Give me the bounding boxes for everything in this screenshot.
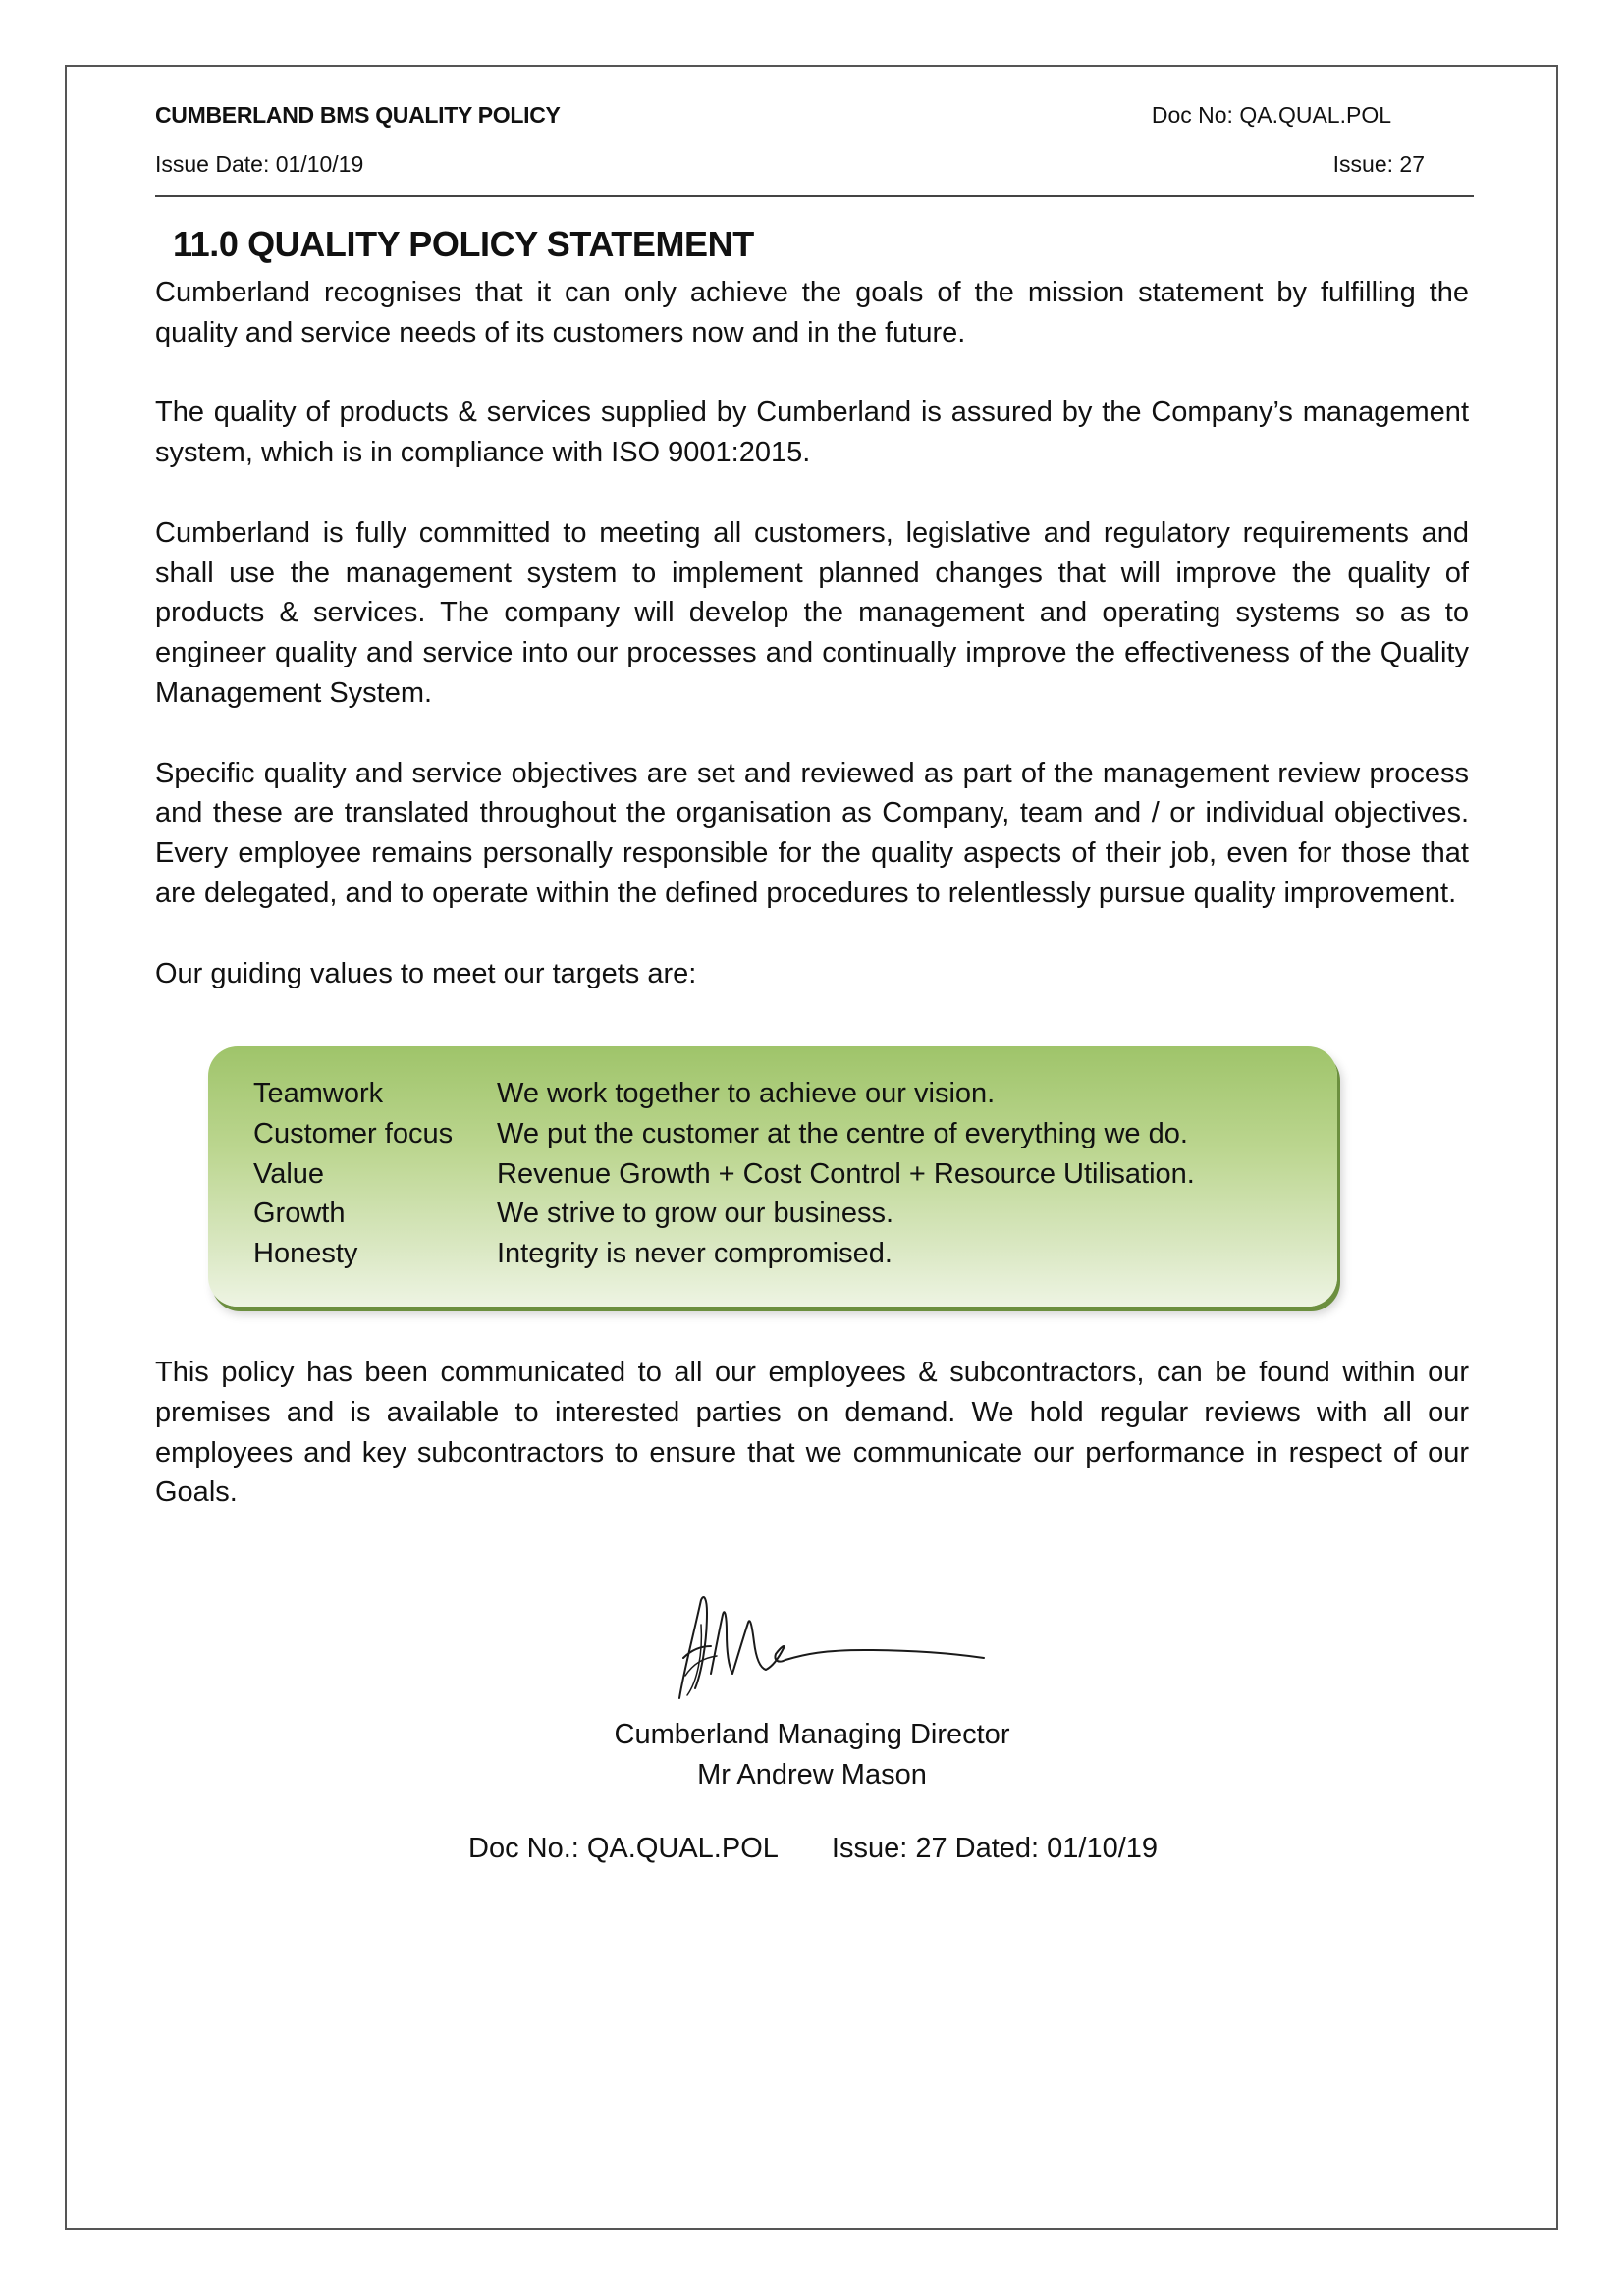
policy-paragraph: Cumberland recognises that it can only achieve the goals of the mission statement by fulfilling the quality and service needs of its customers now and in the future.	[155, 277, 1469, 348]
closing-statement	[155, 1353, 1469, 1513]
value-name: Customer focus	[253, 1117, 454, 1149]
value-row-customer-focus	[253, 1114, 1195, 1154]
footer-doc-number: Doc No.: QA.QUAL.POL	[468, 1833, 779, 1864]
signoff-block	[517, 1715, 1107, 1795]
issue-number: Issue: 27	[1332, 151, 1425, 177]
value-description: We strive to grow our business.	[497, 1198, 894, 1230]
value-description: We put the customer at the centre of everything we do.	[497, 1117, 1188, 1149]
value-description: Integrity is never compromised.	[497, 1238, 893, 1270]
document-footer	[468, 1833, 1158, 1865]
policy-paragraph: The quality of products & services supplied by Cumberland is assured by the Company’s management system, which is in compliance with ISO 9001:2015.	[155, 397, 1469, 469]
policy-paragraph: Specific quality and service objectives are set and reviewed as part of the management review process and these are translated throughout the organisation as Company, team and / or individual objectives. Every employee remains personally responsible for the quality aspects of their job, even for those that are delegated, and to operate within the defined procedures to relentlessly pursue quality improvement.	[155, 757, 1469, 909]
guiding-values-box	[208, 1046, 1337, 1307]
value-description: We work together to achieve our vision.	[497, 1078, 996, 1109]
document-number: Doc No: QA.QUAL.POL	[1151, 102, 1391, 128]
header-divider	[155, 195, 1474, 197]
signatory-role: Cumberland Managing Director	[614, 1719, 1010, 1750]
document-header-title: CUMBERLAND BMS QUALITY POLICY	[155, 102, 561, 128]
values-intro: Our guiding values to meet our targets are:	[155, 957, 697, 989]
signatory-name: Mr Andrew Mason	[697, 1759, 927, 1790]
footer-issue-dated: Issue: 27 Dated: 01/10/19	[831, 1833, 1159, 1864]
signature-image	[658, 1585, 992, 1703]
issue-date: Issue Date: 01/10/19	[155, 151, 364, 177]
guiding-values-list	[253, 1074, 1195, 1274]
closing-paragraph: This policy has been communicated to all our employees & subcontractors, can be found within our premises and is available to interested parties on demand. We hold regular reviews with all our employees and key subcontractors to ensure that we communicate our performance in respect of our Goals.	[155, 1357, 1469, 1509]
section-title: 11.0 QUALITY POLICY STATEMENT	[173, 224, 754, 264]
value-row-value	[253, 1154, 1195, 1195]
value-row-teamwork	[253, 1074, 1195, 1114]
value-name: Growth	[253, 1198, 346, 1230]
policy-paragraph: Cumberland is fully committed to meeting all customers, legislative and regulatory requirements and shall use the management system to implement planned changes that will improve the quality of products & services. The company will develop the management and operating systems so as to engineer quality and service into our processes and continually improve the effectiveness of the Quality Management System.	[155, 516, 1469, 709]
value-name: Teamwork	[253, 1078, 384, 1109]
value-name: Value	[253, 1157, 325, 1190]
value-description: Revenue Growth + Cost Control + Resource Utilisation.	[497, 1157, 1195, 1190]
value-name: Honesty	[253, 1238, 358, 1270]
value-row-honesty	[253, 1234, 1195, 1274]
value-row-growth	[253, 1194, 1195, 1234]
policy-body	[155, 273, 1469, 993]
